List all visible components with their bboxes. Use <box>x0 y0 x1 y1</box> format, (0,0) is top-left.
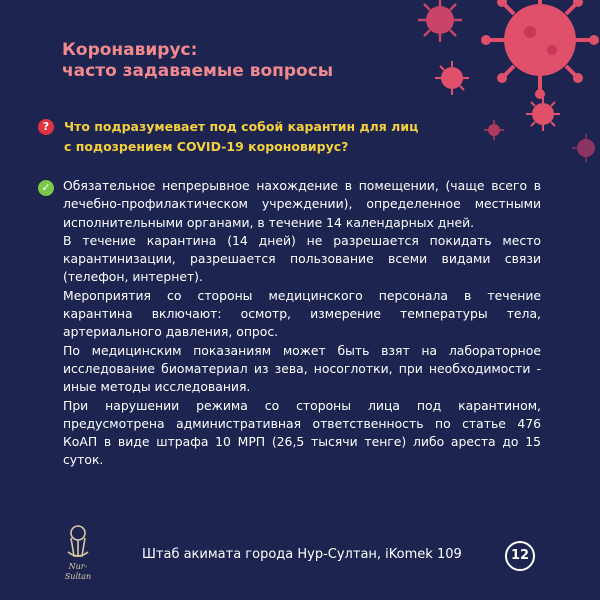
answer-paragraph: По медицинским показаниям может быть взят на лабораторное исследование биоматериал из зева, носоглотки, при необходимости - иные методы исследования. <box>63 342 541 395</box>
answer-paragraph: Обязательное непрерывное нахождение в помещении, (чаще всего в лечебно-профилактическом учреждении), определенное местными исполнительными органами, в течение 14 календарных дней. <box>63 178 541 230</box>
answer-body <box>63 177 541 470</box>
question-text <box>64 117 418 157</box>
title-line: Коронавирус: <box>62 40 198 60</box>
question-block <box>38 117 538 157</box>
answer-paragraph: При нарушении режима со стороны лица под карантином, предусмотрена административная ответственность по статье 476 КоАП в виде штрафа 10 МРП (26,5 тысячи тенге) либо ареста до 15 суток. <box>63 397 541 468</box>
page-title <box>62 40 333 82</box>
virus-icon <box>435 61 469 95</box>
answer-paragraph: В течение карантина (14 дней) не разрешается покидать место карантинизации, разрешается пользование всеми видами связи (телефон, интернет). <box>63 232 541 285</box>
answer-paragraph: Мероприятия со стороны медицинского персонала в течение карантина включают: осмотр, измерение температуры тела, артериального давления, опрос. <box>63 287 541 340</box>
page-number-badge: 12 <box>505 541 535 571</box>
question-icon: ? <box>38 119 54 135</box>
city-logo <box>56 522 100 586</box>
check-icon: ✓ <box>38 180 54 196</box>
subtitle-line: часто задаваемые вопросы <box>62 61 334 81</box>
monument-icon <box>56 522 100 562</box>
answer-block <box>38 177 548 470</box>
source-credit: Штаб акимата города Нур-Султан, iKomek 109 <box>142 547 462 562</box>
logo-text: Nur-Sultan <box>64 562 92 581</box>
virus-icon <box>418 0 462 42</box>
question-line: с подозрением COVID-19 короновирус? <box>64 139 349 154</box>
virus-icon <box>481 0 599 99</box>
question-line: Что подразумевает под собой карантин для лиц <box>64 119 419 134</box>
virus-icon <box>572 134 595 162</box>
